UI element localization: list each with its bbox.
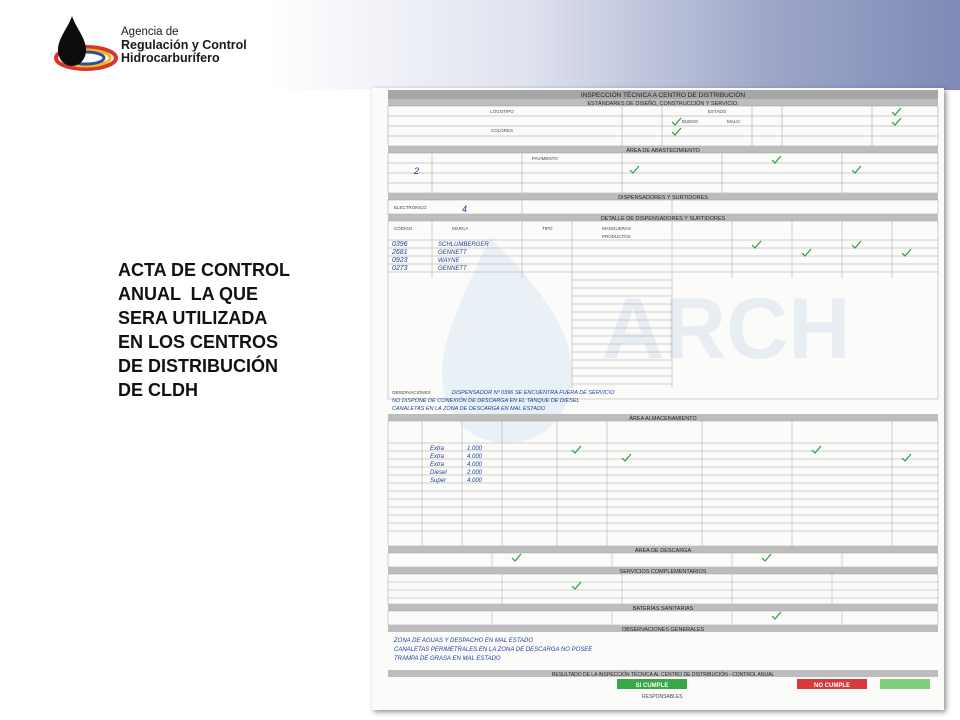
tank-capacity: 4.000: [467, 478, 483, 484]
tank-product: Diesel: [430, 470, 447, 476]
watermark-text: ARCH: [602, 281, 851, 377]
no-cumple-label: NO CUMPLE: [814, 683, 850, 689]
section-f-title: SERVICIOS COMPLEMENTARIOS: [619, 569, 707, 575]
logotipo-label: LOGOTIPO: [490, 109, 514, 114]
final-note: CANALETAS PERIMETRALES EN LA ZONA DE DESCARGA NO POSEE: [394, 647, 593, 653]
caption-line: ACTA DE CONTROL: [118, 260, 290, 280]
agency-line-3: Hidrocarburífero: [121, 51, 220, 65]
tank-product: Super: [430, 478, 447, 484]
section-g-title: BATERÍAS SANITARIAS: [632, 606, 694, 612]
section-e-grid: [388, 553, 938, 567]
responsables-label: RESPONSABLES: [642, 694, 683, 700]
tank-product: Extra: [430, 446, 445, 452]
agency-name: [121, 26, 247, 65]
tank-capacity: 2.000: [467, 470, 483, 476]
section-d-title: ÁREA ALMACENAMIENTO: [629, 416, 697, 422]
section-g-grid: [388, 611, 938, 625]
obs-title: OBSERVACIONES GENERALES: [621, 627, 705, 633]
bueno-label: BUENO: [682, 119, 699, 124]
drop-flame-logo-icon: [48, 14, 118, 76]
section-a-grid: [388, 106, 938, 146]
caption-line: ANUAL LA QUE: [118, 284, 259, 304]
observation-note: CANALETAS EN LA ZONA DE DESCARGA EN MAL ESTADO: [392, 406, 546, 412]
agency-line-1: Agencia de: [121, 26, 179, 38]
tipo-header: TIPO: [542, 226, 553, 231]
section-e-title: ÁREA DE DESCARGA: [634, 548, 692, 554]
final-note: TRAMPA DE GRASA EN MAL ESTADO: [394, 656, 501, 662]
marca-header: MARCA: [452, 226, 469, 231]
observation-note: NO DISPONE DE CONEXIÓN DE DESCARGA EN EL TANQUE DE DIESEL: [392, 398, 580, 404]
mangueras-header: MANGUERAS: [602, 226, 632, 231]
agency-line-2: Regulación y Control: [121, 38, 247, 52]
electronico-label: ELECTRÓNICO: [394, 205, 427, 210]
pavimento-label: PAVIMENTO: [532, 156, 558, 161]
caption-line: DE CLDH: [118, 380, 198, 400]
si-cumple-label: SI CUMPLE: [635, 683, 669, 689]
dispensadores-count: 4: [462, 204, 468, 214]
codigo-header: CÓDIGO: [394, 226, 413, 231]
section-c-grid: [388, 200, 938, 214]
productos-header: PRODUCTOS: [602, 234, 631, 239]
tank-product: Extra: [430, 462, 445, 468]
section-f-grid: [388, 574, 938, 604]
tank-capacity: 1.000: [467, 446, 483, 452]
section-c-title: DISPENSADORES Y SURTIDORES: [618, 195, 708, 201]
observaciones-label: OBSERVACIONES: [392, 390, 431, 395]
caption-line: EN LOS CENTROS: [118, 332, 279, 352]
dispenser-brand: GENNETT: [438, 250, 467, 256]
form-drawing: [372, 88, 944, 710]
malo-label: MALO: [727, 119, 740, 124]
caption-line: SERA UTILIZADA: [118, 308, 268, 328]
dispenser-brand: SCHLUMBERGER: [438, 242, 489, 248]
colores-label: COLORES: [490, 128, 514, 133]
scanned-inspection-form: [372, 88, 944, 710]
result-title: RESULTADO DE LA INSPECCIÓN TÉCNICA AL CENTRO DE DISTRIBUCIÓN - CONTROL ANUAL: [551, 672, 775, 678]
surtidores-count: 2: [414, 166, 420, 176]
dispenser-brand: WAYNE: [438, 258, 460, 264]
result-check-box: [880, 679, 930, 689]
dispenser-brand: GENNETT: [438, 266, 467, 272]
dispenser-code: 0923: [392, 257, 408, 264]
tank-capacity: 4.000: [467, 454, 483, 460]
tank-product: Extra: [430, 454, 445, 460]
section-b-title: ÁREA DE ABASTECIMIENTO: [626, 148, 700, 154]
section-a-title: ESTÁNDARES DE DISEÑO, CONSTRUCCIÓN Y SERVICIO.: [587, 101, 739, 107]
section-c-detail-title: DETALLE DE DISPENSADORES Y SURTIDORES: [600, 216, 726, 222]
form-title: INSPECCIÓN TÉCNICA A CENTRO DE DISTRIBUCIÓN: [580, 92, 746, 99]
final-note: ZONA DE AGUAS Y DESPACHO EN MAL ESTADO: [394, 638, 534, 644]
estado-label: ESTADO: [707, 109, 727, 114]
tank-capacity: 4.000: [467, 462, 483, 468]
dispenser-code: 2681: [392, 249, 408, 256]
caption-line: DE DISTRIBUCIÓN: [118, 356, 279, 376]
dispenser-code: 0396: [392, 241, 408, 248]
observation-note: DISPENSADOR Nº 0396 SE ENCUENTRA FUERA DE SERVICIO: [452, 390, 615, 396]
slide-caption: [118, 258, 368, 402]
dispenser-code: 0273: [392, 265, 408, 272]
